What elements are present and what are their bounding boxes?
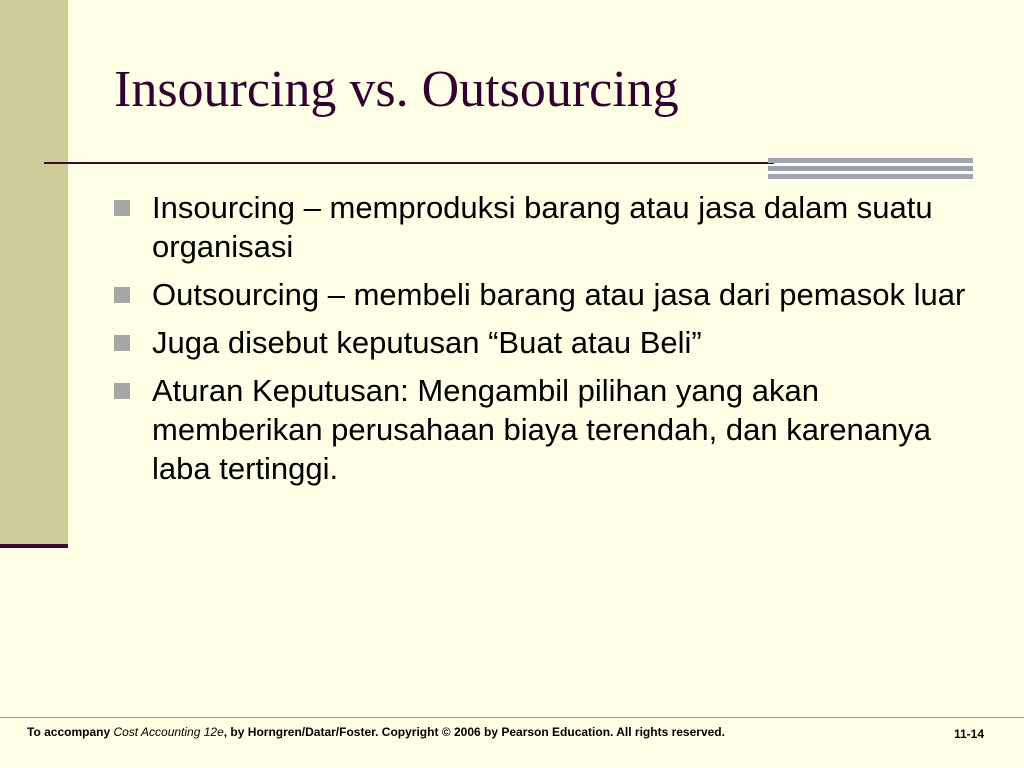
bullet-text: Outsourcing – membeli barang atau jasa dari pemasok luar (152, 277, 966, 312)
accent-bar (768, 174, 973, 179)
square-bullet-icon (114, 287, 130, 303)
left-decorative-band (0, 0, 68, 545)
footer-copyright (27, 725, 725, 739)
title-divider (44, 162, 774, 164)
bullet-text: Aturan Keputusan: Mengambil pilihan yang akan memberikan perusahaan biaya terendah, dan karenanya laba tertinggi. (152, 373, 931, 486)
footer-book-title: Cost Accounting 12e (113, 725, 224, 739)
bullet-item (114, 323, 974, 362)
accent-bars (768, 158, 973, 182)
slide-title: Insourcing vs. Outsourcing (114, 61, 679, 118)
left-band-underline (0, 544, 68, 548)
bullet-text: Juga disebut keputusan “Buat atau Beli” (152, 325, 702, 360)
footer-suffix: , by Horngren/Datar/Foster. Copyright © 2006 by Pearson Education. All rights reserved. (223, 725, 725, 739)
square-bullet-icon (114, 335, 130, 351)
bullet-item (114, 275, 974, 314)
bullet-list (114, 188, 974, 497)
accent-bar (768, 166, 973, 171)
page-number: 11-14 (954, 727, 985, 741)
footer-divider (0, 717, 1024, 718)
bullet-text: Insourcing – memproduksi barang atau jasa dalam suatu organisasi (152, 190, 933, 264)
bullet-item (114, 188, 974, 266)
accent-bar (768, 158, 973, 163)
footer-prefix: To accompany (27, 725, 114, 739)
square-bullet-icon (114, 200, 130, 216)
bullet-item (114, 371, 974, 488)
square-bullet-icon (114, 383, 130, 399)
